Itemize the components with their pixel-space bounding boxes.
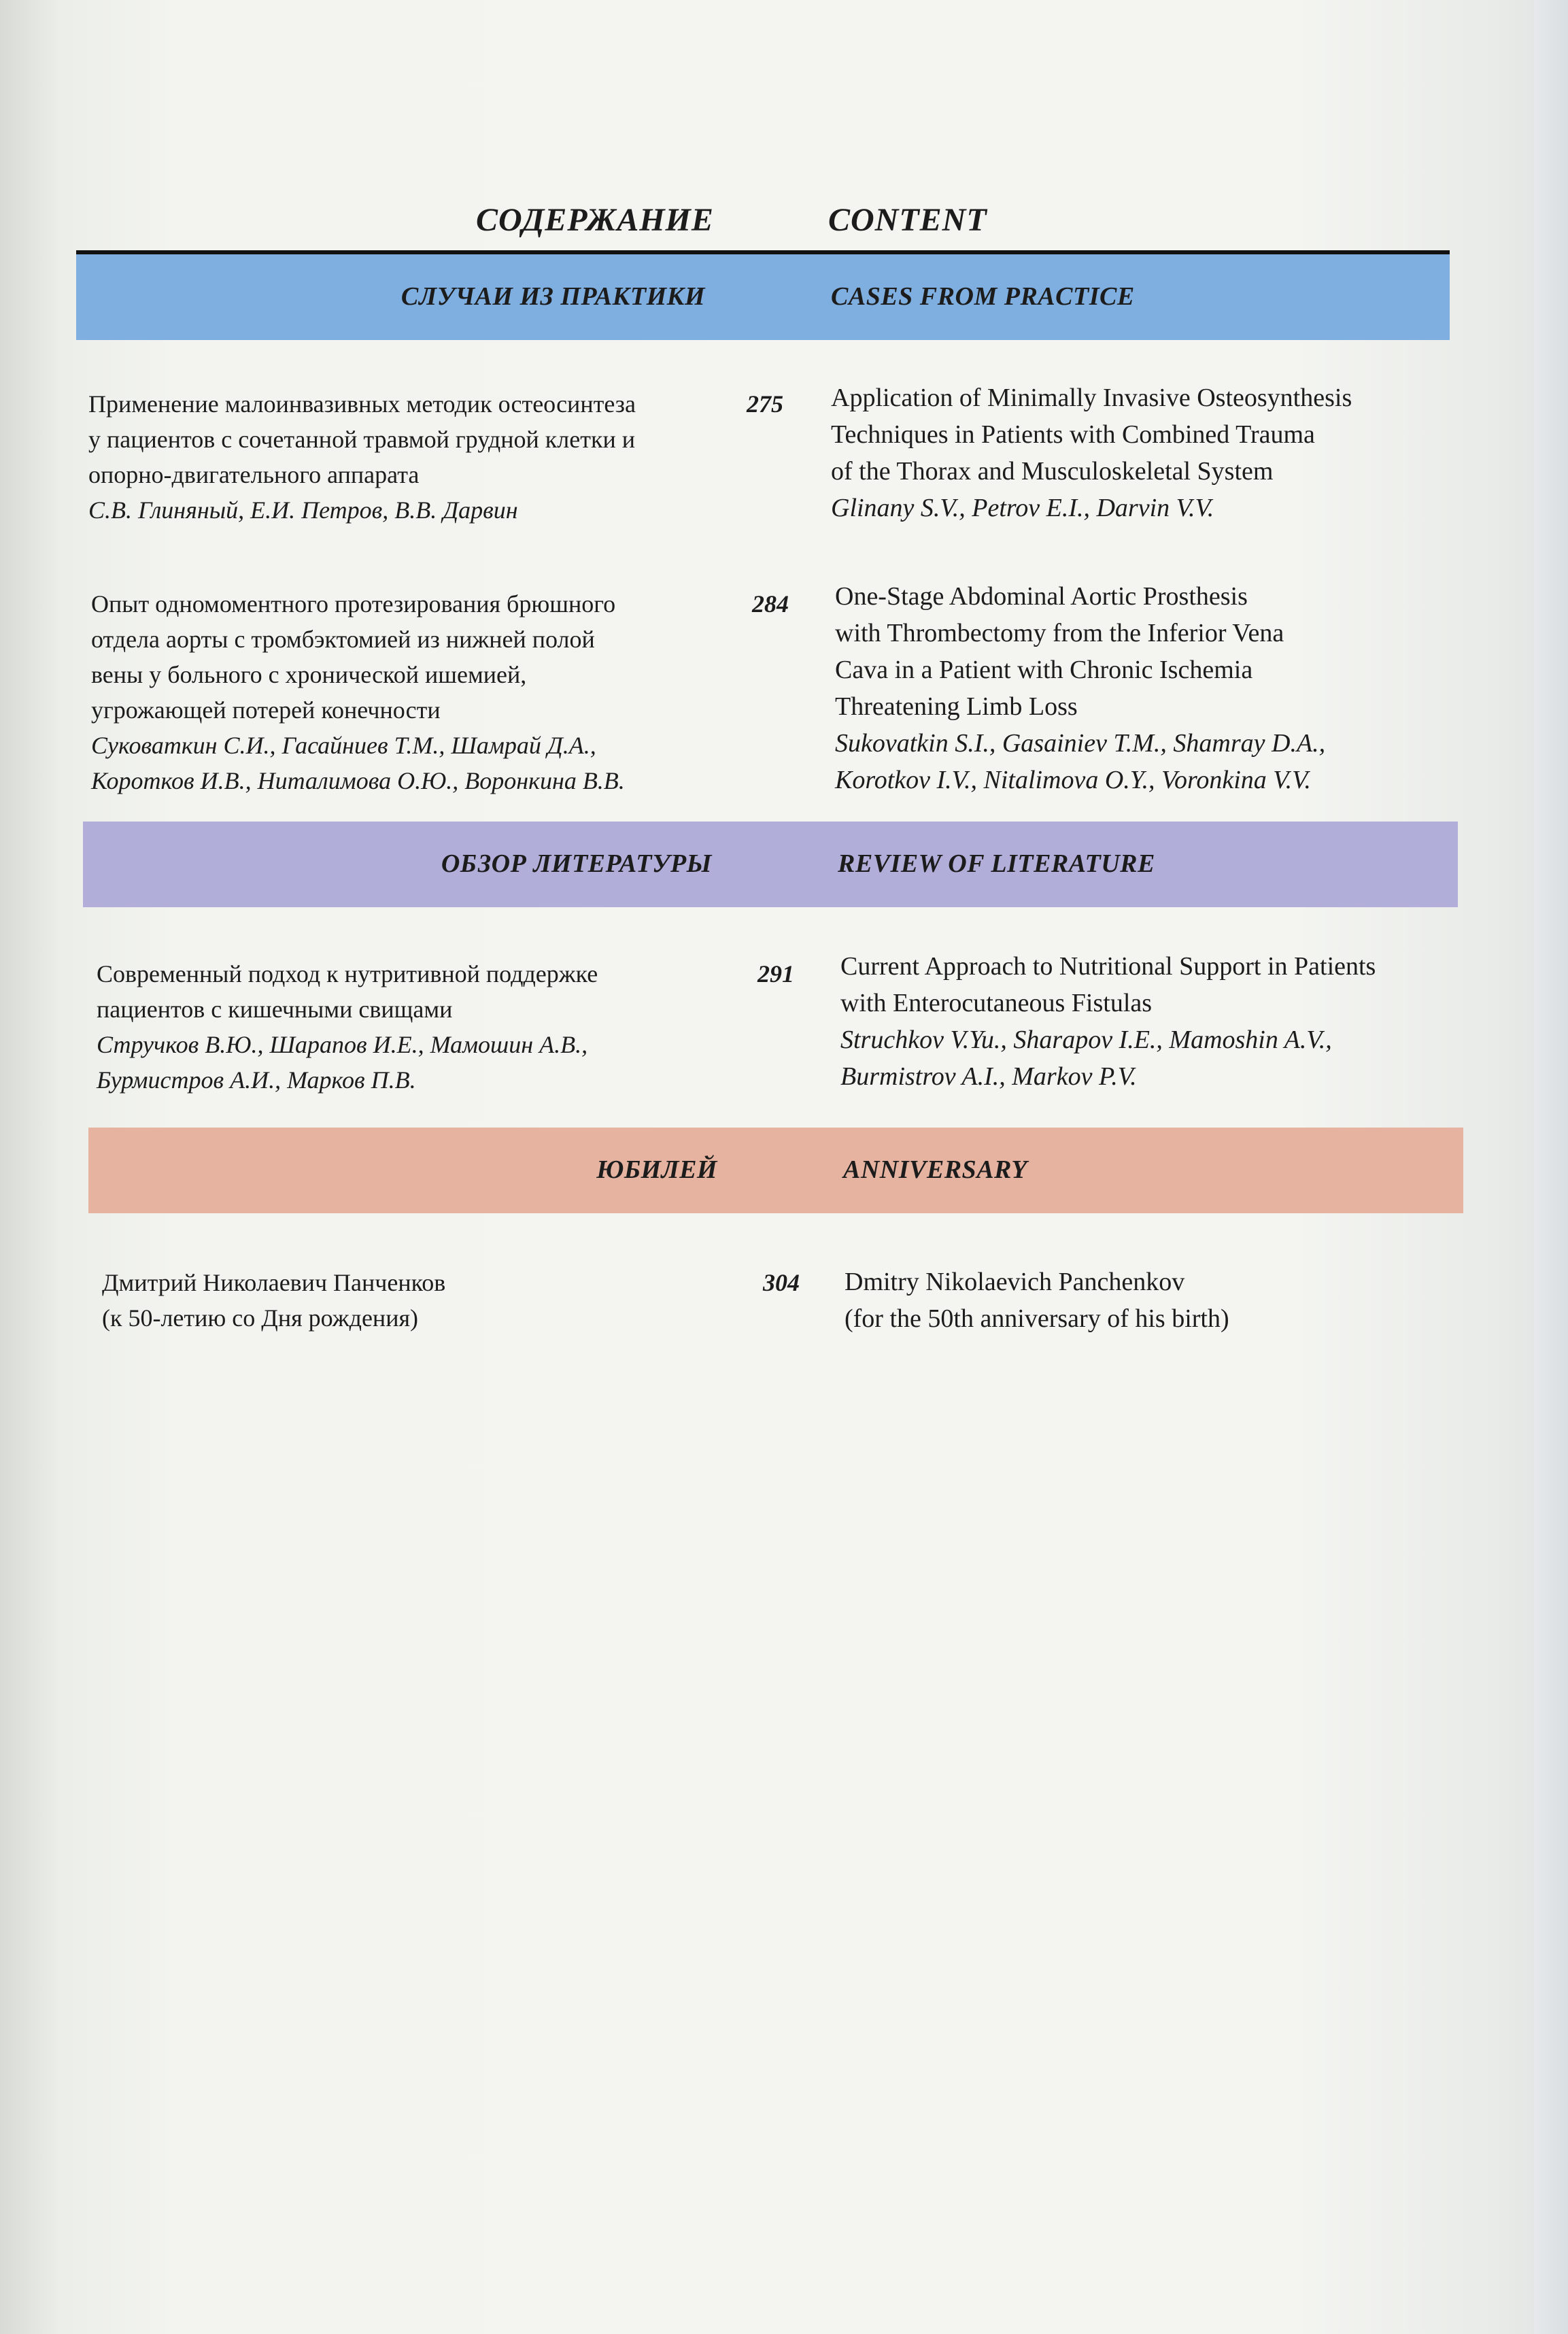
section-title-en: CASES FROM PRACTICE <box>831 282 1135 311</box>
section-title-en: ANNIVERSARY <box>843 1155 1027 1184</box>
entry-en <box>835 578 1488 798</box>
entry-title-en-line: Cava in a Patient with Chronic Ischemia <box>835 656 1253 684</box>
section-title-ru: ЮБИЛЕЙ <box>596 1155 717 1184</box>
entry-authors-ru: Бурмистров А.И., Марков П.В. <box>97 1066 416 1094</box>
page-number: 275 <box>747 390 783 418</box>
entry-authors-en: Burmistrov A.I., Markov P.V. <box>840 1062 1137 1091</box>
entry-title-ru-line: пациентов с кишечными свищами <box>97 996 453 1023</box>
entry-ru <box>88 386 741 528</box>
entry-title-en-line: Application of Minimally Invasive Osteosynthesis <box>831 384 1352 412</box>
entry-title-ru-line: у пациентов с сочетанной травмой грудной клетки и <box>88 426 635 453</box>
entry-authors-ru: Коротков И.В., Ниталимова О.Ю., Воронкина В.В. <box>91 767 625 794</box>
entry-authors-ru: Суковаткин С.И., Гасайниев Т.М., Шамрай Д.А., <box>91 732 596 759</box>
entry-title-ru-line: Применение малоинвазивных методик остеосинтеза <box>88 390 636 418</box>
contents-title-ru: СОДЕРЖАНИЕ <box>476 202 714 238</box>
entry-title-en-line: One-Stage Abdominal Aortic Prosthesis <box>835 582 1248 611</box>
entry-title-ru-line: опорно-двигательного аппарата <box>88 461 420 488</box>
entry-title-en-line: Current Approach to Nutritional Support in Patients <box>840 952 1376 981</box>
entry-en <box>845 1264 1497 1337</box>
entry-title-en-line: of the Thorax and Musculoskeletal System <box>831 457 1274 486</box>
entry-title-ru-line: Дмитрий Николаевич Панченков <box>102 1269 446 1296</box>
section-band-cases <box>76 254 1450 340</box>
entry-ru <box>91 586 744 798</box>
contents-title-en: CONTENT <box>828 202 987 238</box>
section-title-en: REVIEW OF LITERATURE <box>838 849 1155 878</box>
entry-title-ru-line: угрожающей потерей конечности <box>91 696 441 724</box>
entry-title-en-line: with Enterocutaneous Fistulas <box>840 989 1153 1017</box>
entry-authors-ru: Стручков В.Ю., Шарапов И.Е., Мамошин А.В., <box>97 1031 588 1058</box>
entry-title-en-line: with Thrombectomy from the Inferior Vena <box>835 619 1284 647</box>
page-number: 291 <box>757 960 794 987</box>
entry-title-ru-line: вены у больного с хронической ишемией, <box>91 661 527 688</box>
entry-en <box>831 379 1484 526</box>
section-title-ru: ОБЗОР ЛИТЕРАТУРЫ <box>441 849 712 878</box>
entry-title-en-line: Threatening Limb Loss <box>835 692 1078 721</box>
entry-en <box>840 948 1493 1095</box>
page-number: 304 <box>763 1269 800 1296</box>
page-number: 284 <box>752 590 789 618</box>
entry-authors-en: Struchkov V.Yu., Sharapov I.E., Mamoshin A.V., <box>840 1026 1332 1054</box>
entry-title-ru-line: отдела аорты с тромбэктомией из нижней полой <box>91 626 595 653</box>
entry-title-ru-line: Опыт одномоментного протезирования брюшного <box>91 590 616 618</box>
entry-authors-en: Korotkov I.V., Nitalimova O.Y., Voronkina V.V. <box>835 766 1311 794</box>
section-title-ru: СЛУЧАИ ИЗ ПРАКТИКИ <box>400 282 705 311</box>
entry-title-en-line: Dmitry Nikolaevich Panchenkov <box>845 1268 1185 1296</box>
entry-title-en-line: Techniques in Patients with Combined Trauma <box>831 420 1315 449</box>
entry-title-ru-line: (к 50-летию со Дня рождения) <box>102 1304 419 1332</box>
section-band-review <box>83 822 1458 907</box>
page-edge <box>1534 0 1568 2334</box>
entry-authors-en: Glinany S.V., Petrov E.I., Darvin V.V. <box>831 494 1214 522</box>
section-band-anniversary <box>88 1128 1463 1213</box>
entry-authors-ru: С.В. Глиняный, Е.И. Петров, В.В. Дарвин <box>88 496 518 524</box>
entry-ru <box>102 1265 755 1336</box>
entry-title-ru-line: Современный подход к нутритивной поддержке <box>97 960 598 987</box>
entry-authors-en: Sukovatkin S.I., Gasainiev T.M., Shamray D.A., <box>835 729 1326 758</box>
entry-ru <box>97 956 749 1098</box>
entry-title-en-line: (for the 50th anniversary of his birth) <box>845 1304 1229 1333</box>
